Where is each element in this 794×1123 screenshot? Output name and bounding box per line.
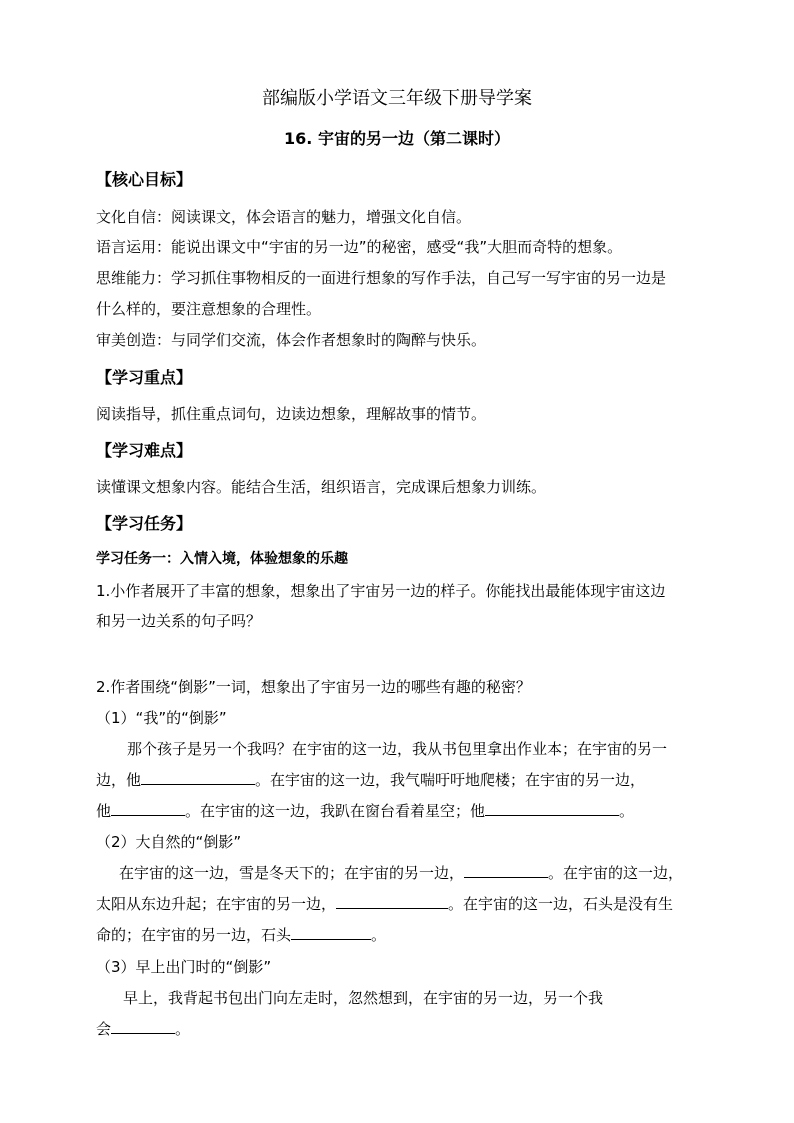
part-1-line: 那个孩子是另一个我吗？在宇宙的这一边，我从书包里拿出作业本；在宇宙的另一 — [127, 740, 668, 758]
section-heading-difficulties: 【学习难点】 — [96, 441, 193, 460]
part-1-line — [96, 801, 634, 821]
text: 。 — [619, 802, 635, 820]
section-heading-goals: 【核心目标】 — [96, 170, 193, 189]
difficulty-line: 读懂课文想象内容。能结合生活，组织语言，完成课后想象力训练。 — [96, 478, 547, 496]
part-3-line — [96, 1019, 190, 1039]
goal-line: 什么样的，要注意想象的合理性。 — [96, 300, 322, 318]
text: 会 — [96, 1020, 112, 1038]
part-2-label: （2）大自然的“倒影” — [96, 833, 242, 851]
answer-blank[interactable] — [485, 801, 619, 816]
answer-blank[interactable] — [291, 925, 371, 940]
answer-blank[interactable] — [464, 863, 548, 878]
part-2-line — [96, 925, 386, 945]
text: 。在宇宙的这一边，我气喘吁吁地爬楼；在宇宙的另一边， — [255, 771, 646, 789]
goal-line: 审美创造：与同学们交流，体会作者想象时的陶醉与快乐。 — [96, 331, 487, 349]
goal-line: 思维能力：学习抓住事物相反的一面进行想象的写作手法，自己写一写宇宙的另一边是 — [96, 269, 667, 287]
text: 。在宇宙的这一边， — [548, 864, 684, 882]
question-1-line: 1.小作者展开了丰富的想象，想象出了宇宙另一边的样子。你能找出最能体现宇宙这边 — [96, 582, 666, 600]
section-heading-tasks: 【学习任务】 — [96, 514, 193, 533]
question-2: 2.作者围绕“倒影”一词，想象出了宇宙另一边的哪些有趣的秘密？ — [96, 678, 531, 696]
text: 。在宇宙的这一边，石头是没有生 — [448, 895, 674, 913]
text: 他 — [96, 802, 112, 820]
answer-blank[interactable] — [111, 801, 185, 816]
answer-blank[interactable] — [111, 1019, 175, 1034]
part-2-line — [119, 863, 683, 883]
text: 在宇宙的这一边，雪是冬天下的；在宇宙的另一边， — [119, 864, 465, 882]
part-3-label: （3）早上出门时的“倒影” — [96, 958, 272, 976]
answer-blank[interactable] — [141, 770, 255, 785]
text: 。 — [175, 1020, 191, 1038]
key-point-line: 阅读指导，抓住重点词句，边读边想象，理解故事的情节。 — [96, 405, 487, 423]
lesson-subtitle: 16. 宇宙的另一边（第二课时） — [284, 129, 510, 148]
goal-line: 语言运用：能说出课文中“宇宙的另一边”的秘密，感受“我”大胆而奇特的想象。 — [96, 238, 623, 256]
text: 太阳从东边升起；在宇宙的另一边， — [96, 895, 337, 913]
section-heading-key-points: 【学习重点】 — [96, 368, 193, 387]
part-3-line: 早上，我背起书包出门向左走时，忽然想到，在宇宙的另一边，另一个我 — [123, 989, 604, 1007]
answer-blank[interactable] — [336, 894, 448, 909]
document-title: 部编版小学语文三年级下册导学案 — [262, 88, 532, 109]
text: 。 — [371, 926, 387, 944]
part-1-line — [96, 770, 645, 790]
task-title: 学习任务一：入情入境，体验想象的乐趣 — [96, 551, 348, 567]
part-1-label: （1）“我”的“倒影” — [96, 709, 227, 727]
text: 。在宇宙的这一边，我趴在窗台看着星空；他 — [185, 802, 486, 820]
question-1-line: 和另一边关系的句子吗？ — [96, 612, 262, 630]
text: 命的；在宇宙的另一边，石头 — [96, 926, 292, 944]
part-2-line — [96, 894, 673, 914]
text: 边，他 — [96, 771, 142, 789]
goal-line: 文化自信：阅读课文，体会语言的魅力，增强文化自信。 — [96, 208, 472, 226]
